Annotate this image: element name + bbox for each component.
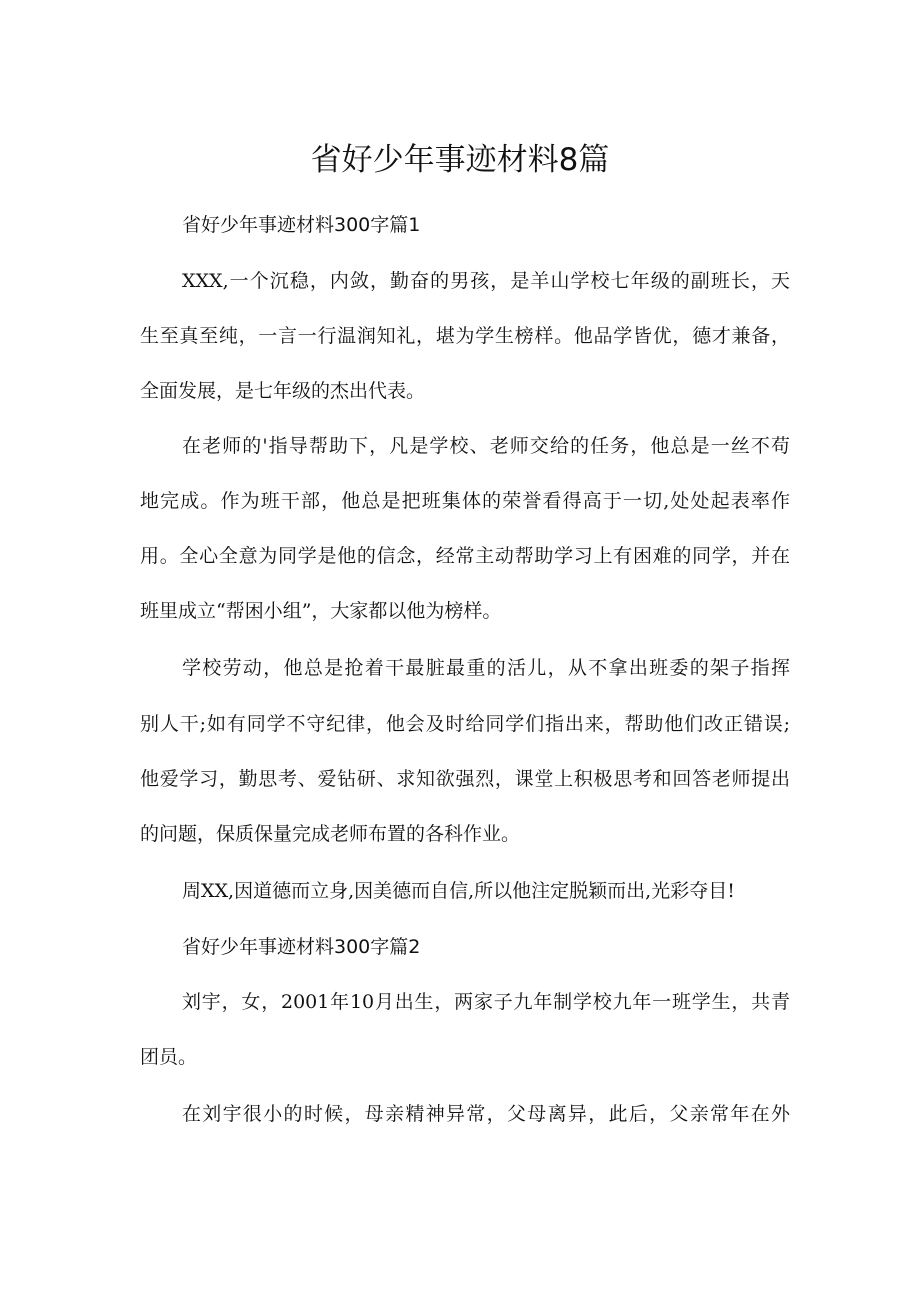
- paragraph-line: 别人干;如有同学不守纪律，他会及时给同学们指出来，帮助他们改正错误;: [140, 713, 790, 735]
- paragraph-line: 用。全心全意为同学是他的信念，经常主动帮助学习上有困难的同学，并在: [140, 545, 790, 567]
- paragraph-line: 在老师的'指导帮助下，凡是学校、老师交给的任务，他总是一丝不苟: [182, 435, 790, 457]
- paragraph-line: 学校劳动，他总是抢着干最脏最重的活儿，从不拿出班委的架子指挥: [182, 657, 790, 679]
- paragraph-line: 地完成。作为班干部，他总是把班集体的荣誉看得高于一切,处处起表率作: [140, 490, 790, 512]
- paragraph-line: 的问题，保质保量完成老师布置的各科作业。: [140, 823, 521, 845]
- page-title: 省好少年事迹材料8篇: [310, 142, 610, 178]
- paragraph-line: 他爱学习，勤思考、爱钻研、求知欲强烈，课堂上积极思考和回答老师提出: [140, 768, 790, 790]
- section-heading-2: 省好少年事迹材料300字篇2: [182, 936, 421, 958]
- paragraph-line: 刘宇，女，2001年10月出生，两家子九年制学校九年一班学生，共青: [182, 991, 790, 1013]
- section-heading-1: 省好少年事迹材料300字篇1: [182, 214, 421, 236]
- paragraph-line: 班里成立“帮困小组”，大家都以他为榜样。: [140, 600, 502, 622]
- paragraph-line: 生至真至纯，一言一行温润知礼，堪为学生榜样。他品学皆优，德才兼备，: [140, 325, 790, 347]
- paragraph-line: 在刘宇很小的时候，母亲精神异常，父母离异，此后，父亲常年在外: [182, 1103, 790, 1125]
- paragraph-line: XXX,一个沉稳，内敛，勤奋的男孩，是羊山学校七年级的副班长，天: [182, 270, 790, 292]
- paragraph-line: 全面发展，是七年级的杰出代表。: [140, 380, 426, 402]
- paragraph-line: 周XX,因道德而立身,因美德而自信,所以他注定脱颖而出,光彩夺目!: [182, 880, 735, 902]
- paragraph-line: 团员。: [140, 1046, 198, 1068]
